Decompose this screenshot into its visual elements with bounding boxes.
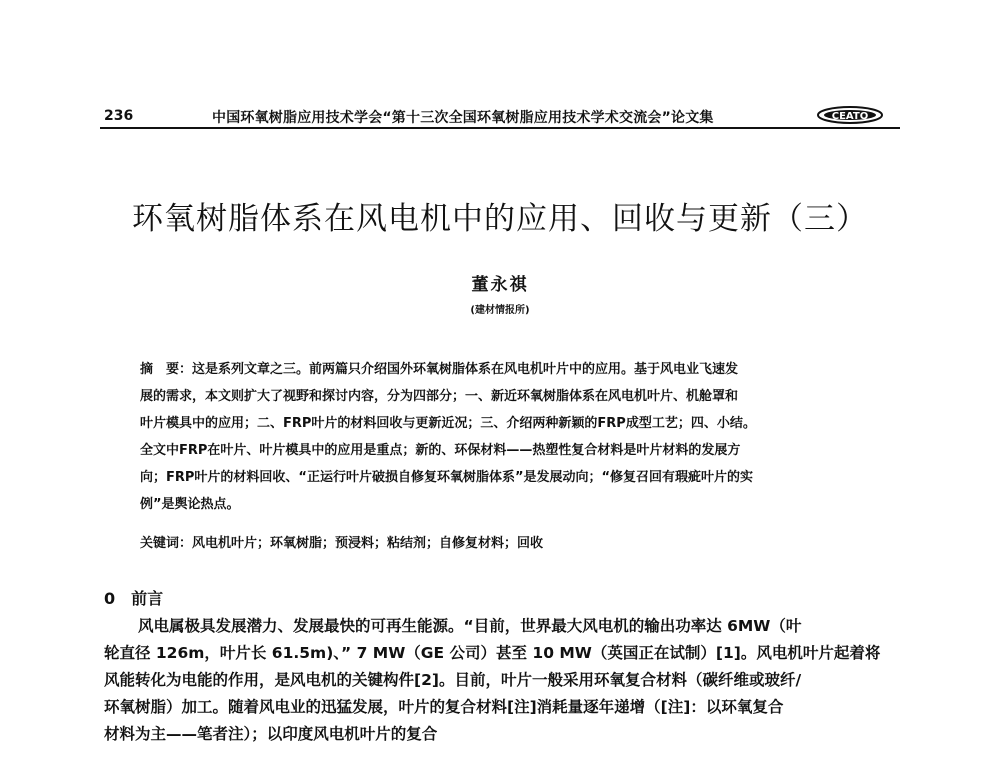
keywords: 关键词：风电机叶片；环氧树脂；预浸料；粘结剂；自修复材料；回收 — [140, 536, 544, 551]
running-title: 中国环氧树脂应用技术学会“第十三次全国环氧树脂应用技术学术交流会”论文集 — [212, 110, 714, 126]
body-line: 风电属极具发展潜力、发展最快的可再生能源。“目前，世界最大风电机的输出功率达 6MW（叶 — [138, 617, 802, 635]
abstract-line: 展的需求，本文则扩大了视野和探讨内容，分为四部分；一、新近环氧树脂体系在风电机叶片、机舱罩和 — [140, 389, 739, 404]
body-line: 风能转化为电能的作用，是风电机的关键构件[2]。目前，叶片一般采用环氧复合材料（碳纤维或玻纤/ — [104, 671, 802, 689]
author-affiliation: (建材情报所) — [470, 305, 530, 316]
abstract-line: 摘 要：这是系列文章之三。前两篇只介绍国外环氧树脂体系在风电机叶片中的应用。基于风电业飞速发 — [140, 362, 739, 377]
abstract — [140, 356, 880, 518]
article-title: 环氧树脂体系在风电机中的应用、回收与更新（三） — [132, 201, 868, 237]
section-body — [104, 613, 904, 748]
body-line: 材料为主——笔者注）；以印度风电机叶片的复合 — [104, 725, 438, 743]
body-line: 环氧树脂）加工。随着风电业的迅猛发展，叶片的复合材料[注]消耗量逐年递增（[注]：以环氧复合 — [104, 698, 784, 716]
page-header — [100, 104, 900, 128]
abstract-line: 例”是舆论热点。 — [140, 497, 240, 512]
body-line: 轮直径 126m，叶片长 61.5m)、” 7 MW（GE 公司）甚至 10 MW（英国正在试制）[1]。风电机叶片起着将 — [104, 644, 881, 662]
abstract-line: 叶片模具中的应用；二、FRP叶片的材料回收与更新近况；三、介绍两种新颖的FRP成型工艺；四、小结。 — [140, 416, 756, 431]
author-name: 董永祺 — [471, 275, 529, 295]
ceat-logo — [816, 104, 896, 126]
abstract-line: 全文中FRP在叶片、叶片模具中的应用是重点；新的、环保材料——热塑性复合材料是叶片材料的发展方 — [140, 443, 741, 458]
section-heading: 0 前言 — [104, 589, 164, 608]
abstract-line: 向；FRP叶片的材料回收、“正运行叶片破损自修复环氧树脂体系”是发展动向；“修复召回有瑕疵叶片的实 — [140, 470, 754, 485]
page-number: 236 — [104, 108, 134, 124]
logo-text: CEATO — [831, 111, 869, 122]
header-rule — [100, 127, 900, 129]
